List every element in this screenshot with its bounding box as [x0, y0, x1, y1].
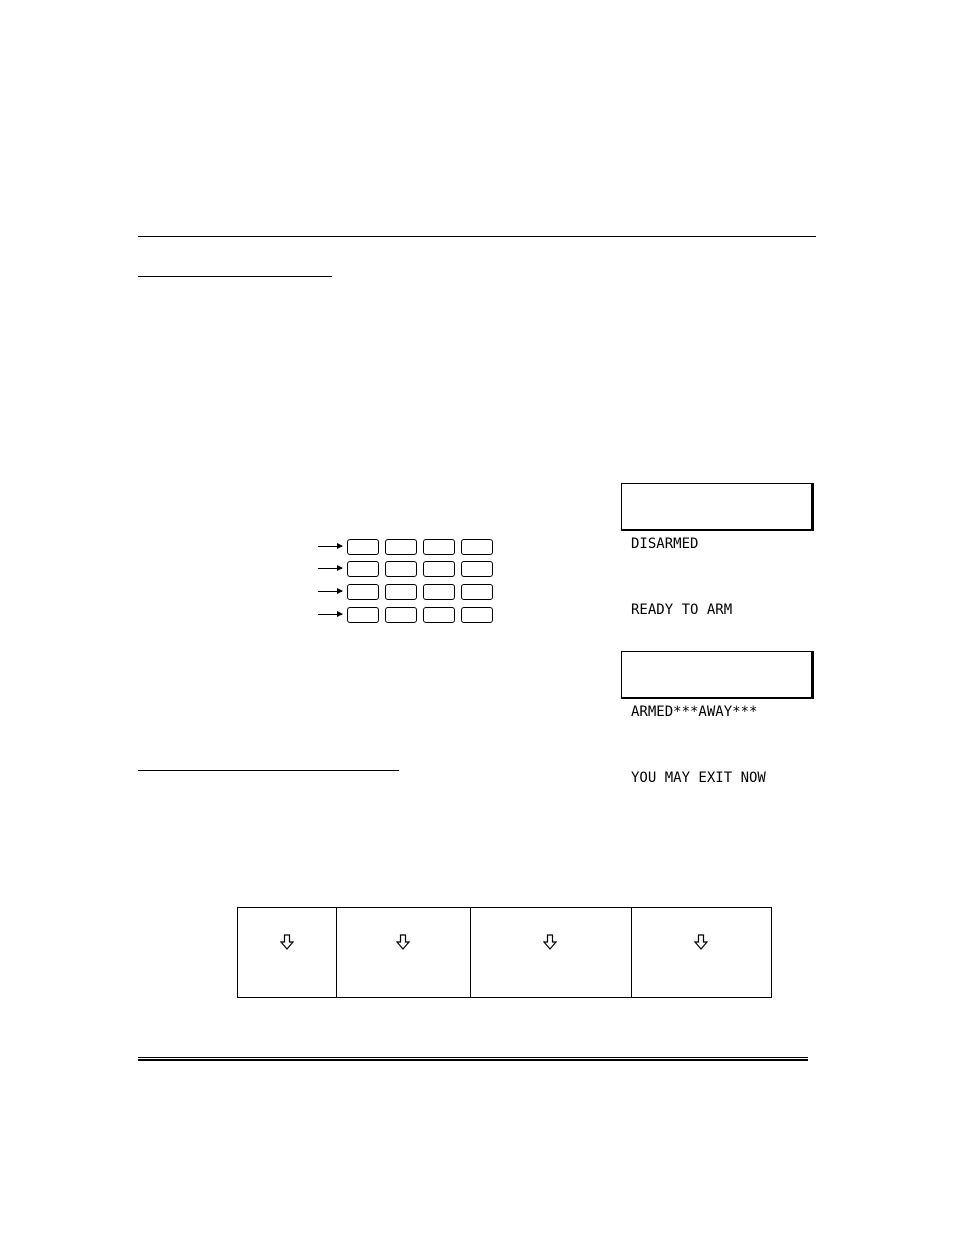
pointer-arrow-icon [318, 591, 342, 592]
keypad-key [347, 584, 379, 600]
keypad-key [347, 607, 379, 623]
keypad-key [347, 561, 379, 577]
flow-table [237, 907, 772, 998]
lcd-display-disarmed [621, 483, 814, 618]
keypad-key [385, 561, 417, 577]
keypad-key [423, 561, 455, 577]
flow-cell [470, 908, 631, 997]
lcd-disarmed-line-1: DISARMED [631, 536, 699, 552]
flow-cell [238, 908, 336, 997]
bottom-rule-thin [138, 1057, 808, 1058]
keypad-key [347, 539, 379, 555]
down-arrow-icon [543, 934, 557, 950]
down-arrow-icon [694, 934, 708, 950]
keypad-row [318, 561, 498, 577]
down-arrow-icon [396, 934, 410, 950]
section-heading-underline-2 [138, 770, 399, 771]
keypad-key [461, 561, 493, 577]
keypad-key [423, 539, 455, 555]
lcd-display-armed [621, 651, 814, 786]
keypad-key [385, 539, 417, 555]
section-heading-underline-1 [138, 276, 332, 277]
keypad-key [385, 607, 417, 623]
keypad-key [423, 607, 455, 623]
keypad-key [461, 539, 493, 555]
down-arrow-icon [280, 934, 294, 950]
top-rule [138, 236, 816, 237]
keypad-row [318, 607, 498, 623]
lcd-armed-line-1: ARMED***AWAY*** [631, 704, 758, 720]
keypad-row [318, 539, 498, 555]
keypad-key [385, 584, 417, 600]
flow-cell [631, 908, 771, 997]
keypad-key [461, 607, 493, 623]
lcd-disarmed-line-2: READY TO ARM [631, 602, 733, 618]
keypad-key [423, 584, 455, 600]
pointer-arrow-icon [318, 614, 342, 615]
keypad-key [461, 584, 493, 600]
keypad-row [318, 584, 498, 600]
keypad-diagram [318, 538, 498, 628]
pointer-arrow-icon [318, 546, 342, 547]
flow-cell [336, 908, 470, 997]
bottom-rule-thick [138, 1059, 808, 1061]
pointer-arrow-icon [318, 568, 342, 569]
lcd-armed-line-2: YOU MAY EXIT NOW [631, 770, 766, 786]
